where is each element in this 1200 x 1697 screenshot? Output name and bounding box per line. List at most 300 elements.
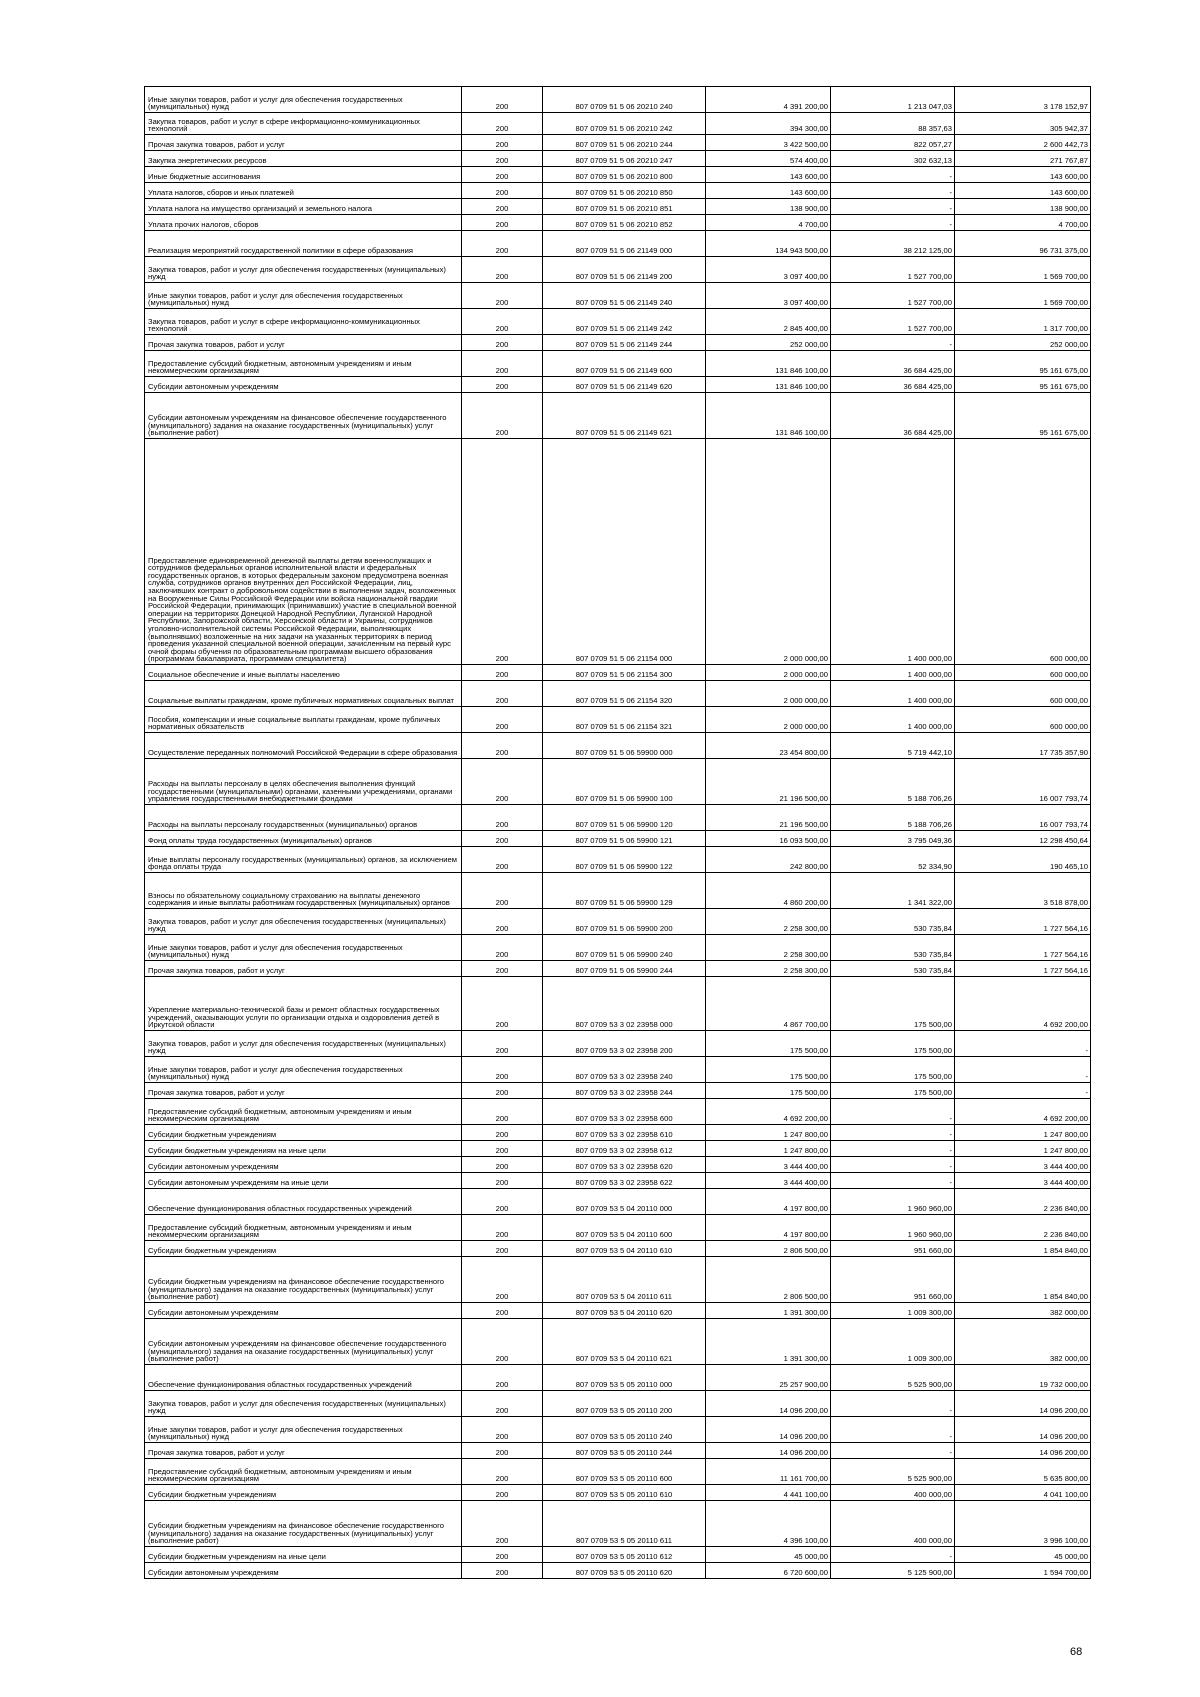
table-row [145,199,1091,215]
row-name: Субсидии бюджетным учреждениям на финансовое обеспечение государственного (муниципального) задания на оказание государственных (муниципальных) услуг (выполнение работ) [145,1257,462,1303]
row-plan: 4 441 100,00 [706,1485,831,1501]
table-row [145,805,1091,831]
row-kbk: 807 0709 53 5 05 20110 600 [543,1459,706,1485]
row-name: Уплата налогов, сборов и иных платежей [145,183,462,199]
row-exec: 1 341 322,00 [831,873,955,909]
row-name: Пособия, компенсации и иные социальные выплаты гражданам, кроме публичных нормативных обязательств [145,707,462,733]
row-kbk: 807 0709 53 5 05 20110 612 [543,1547,706,1563]
table-row [145,1173,1091,1189]
table-row [145,1125,1091,1141]
table-row [145,231,1091,257]
row-kbk: 807 0709 51 5 06 21154 000 [543,439,706,665]
row-code: 200 [462,1157,543,1173]
row-name: Обеспечение функционирования областных государственных учреждений [145,1189,462,1215]
row-code: 200 [462,873,543,909]
row-code: 200 [462,1173,543,1189]
row-rest: 2 236 840,00 [955,1189,1091,1215]
row-kbk: 807 0709 51 5 06 20210 800 [543,167,706,183]
row-kbk: 807 0709 53 5 05 20110 620 [543,1563,706,1579]
row-name: Предоставление субсидий бюджетным, автономным учреждениям и иным некоммерческим организациям [145,351,462,377]
table-row [145,665,1091,681]
row-rest: 14 096 200,00 [955,1391,1091,1417]
table-row [145,1563,1091,1579]
row-exec: 1 400 000,00 [831,681,955,707]
row-plan: 2 000 000,00 [706,439,831,665]
table-row [145,1303,1091,1319]
table-row [145,257,1091,283]
table-row [145,309,1091,335]
row-code: 200 [462,283,543,309]
row-plan: 2 845 400,00 [706,309,831,335]
row-name: Уплата налога на имущество организаций и земельного налога [145,199,462,215]
row-exec: 52 334,90 [831,847,955,873]
row-plan: 1 391 300,00 [706,1303,831,1319]
row-plan: 23 454 800,00 [706,733,831,759]
row-exec: - [831,1157,955,1173]
row-exec: 5 719 442,10 [831,733,955,759]
table-row [145,681,1091,707]
row-code: 200 [462,167,543,183]
row-kbk: 807 0709 51 5 06 21149 620 [543,377,706,393]
row-code: 200 [462,1319,543,1365]
row-exec: 175 500,00 [831,1057,955,1083]
table-row [145,393,1091,439]
row-rest: 382 000,00 [955,1319,1091,1365]
row-name: Иные закупки товаров, работ и услуг для обеспечения государственных (муниципальных) нужд [145,87,462,113]
row-kbk: 807 0709 53 3 02 23958 244 [543,1083,706,1099]
row-kbk: 807 0709 53 3 02 23958 600 [543,1099,706,1125]
row-code: 200 [462,199,543,215]
row-name: Обеспечение функционирования областных государственных учреждений [145,1365,462,1391]
row-rest: 3 444 400,00 [955,1173,1091,1189]
row-plan: 2 258 300,00 [706,961,831,977]
row-plan: 131 846 100,00 [706,351,831,377]
row-name: Закупка товаров, работ и услуг для обеспечения государственных (муниципальных) нужд [145,909,462,935]
row-rest: 252 000,00 [955,335,1091,351]
row-plan: 1 391 300,00 [706,1319,831,1365]
row-rest: 4 700,00 [955,215,1091,231]
table-row [145,283,1091,309]
row-code: 200 [462,1125,543,1141]
row-exec: 5 188 706,26 [831,805,955,831]
row-name: Субсидии бюджетным учреждениям на иные цели [145,1141,462,1157]
row-plan: 2 806 500,00 [706,1257,831,1303]
row-name: Иные закупки товаров, работ и услуг для обеспечения государственных (муниципальных) нужд [145,935,462,961]
row-kbk: 807 0709 51 5 06 21154 320 [543,681,706,707]
row-exec: 951 660,00 [831,1257,955,1303]
table-row [145,873,1091,909]
table-row [145,733,1091,759]
table-row [145,1141,1091,1157]
row-code: 200 [462,257,543,283]
row-plan: 138 900,00 [706,199,831,215]
row-name: Предоставление единовременной денежной выплаты детям военнослужащих и сотрудников федеральных органов исполнительной власти и федеральных государственных органов, в которых федеральным законом предусмотрена военная служба, сотрудников органов внутренних дел Российской Федерации, лиц, заключивших контракт о добровольном содействии в выполнении задач, возложенных на Вооруженные Силы Российской Федерации или войска национальной гвардии Российской Федерации, принимающих (принимавших) участие в специальной военной операции на территориях Донецкой Народной Республики, Луганской Народной Республики, Запорожской области, Херсонской области и Украины, сотрудников уголовно-исполнительной системы Российской Федерации, выполняющих (выполнявших) возложенные на них задачи на указанных территориях в период проведения указанной специальной военной операции, зачисленным на первый курс очной формы обучения по образовательным программам высшего образования (программам бакалавриата, программам специалитета) [145,439,462,665]
row-plan: 3 444 400,00 [706,1157,831,1173]
row-exec: 822 057,27 [831,135,955,151]
row-code: 200 [462,759,543,805]
row-exec: 530 735,84 [831,909,955,935]
row-plan: 175 500,00 [706,1031,831,1057]
row-plan: 2 258 300,00 [706,909,831,935]
table-row [145,439,1091,665]
row-code: 200 [462,231,543,257]
row-code: 200 [462,707,543,733]
row-code: 200 [462,1391,543,1417]
row-rest: 14 096 200,00 [955,1443,1091,1459]
table-row [145,1443,1091,1459]
row-rest: 1 569 700,00 [955,257,1091,283]
row-exec: - [831,1443,955,1459]
table-row [145,847,1091,873]
table-row [145,1057,1091,1083]
table-row [145,1215,1091,1241]
table-row [145,909,1091,935]
row-name: Закупка товаров, работ и услуг для обеспечения государственных (муниципальных) нужд [145,257,462,283]
row-rest: 19 732 000,00 [955,1365,1091,1391]
row-rest: 1 247 800,00 [955,1125,1091,1141]
row-exec: 36 684 425,00 [831,377,955,393]
table-row [145,377,1091,393]
row-exec: 1 400 000,00 [831,707,955,733]
row-plan: 3 097 400,00 [706,283,831,309]
row-rest: 95 161 675,00 [955,393,1091,439]
row-kbk: 807 0709 53 5 05 20110 611 [543,1501,706,1547]
row-kbk: 807 0709 53 5 05 20110 244 [543,1443,706,1459]
row-rest: 95 161 675,00 [955,377,1091,393]
row-plan: 21 196 500,00 [706,759,831,805]
row-exec: - [831,1547,955,1563]
row-exec: 400 000,00 [831,1501,955,1547]
row-kbk: 807 0709 51 5 06 21149 240 [543,283,706,309]
row-code: 200 [462,681,543,707]
row-name: Расходы на выплаты персоналу государственных (муниципальных) органов [145,805,462,831]
row-kbk: 807 0709 53 5 04 20110 620 [543,1303,706,1319]
row-kbk: 807 0709 53 3 02 23958 000 [543,977,706,1031]
row-rest: 5 635 800,00 [955,1459,1091,1485]
row-code: 200 [462,1417,543,1443]
row-kbk: 807 0709 51 5 06 21149 621 [543,393,706,439]
row-name: Субсидии бюджетным учреждениям [145,1125,462,1141]
row-plan: 11 161 700,00 [706,1459,831,1485]
row-kbk: 807 0709 53 5 04 20110 000 [543,1189,706,1215]
budget-table-body [145,87,1091,1579]
row-rest: 3 178 152,97 [955,87,1091,113]
row-kbk: 807 0709 51 5 06 59900 121 [543,831,706,847]
row-kbk: 807 0709 51 5 06 20210 247 [543,151,706,167]
row-plan: 252 000,00 [706,335,831,351]
row-name: Субсидии бюджетным учреждениям на иные цели [145,1547,462,1563]
row-plan: 131 846 100,00 [706,393,831,439]
row-rest: 1 727 564,16 [955,961,1091,977]
row-plan: 4 860 200,00 [706,873,831,909]
row-plan: 143 600,00 [706,167,831,183]
row-exec: - [831,1173,955,1189]
table-row [145,215,1091,231]
row-code: 200 [462,377,543,393]
page-number: 68 [1070,1646,1083,1658]
table-row [145,707,1091,733]
row-code: 200 [462,309,543,335]
row-name: Субсидии автономным учреждениям на финансовое обеспечение государственного (муниципального) задания на оказание государственных (муниципальных) услуг (выполнение работ) [145,1319,462,1365]
row-exec: 38 212 125,00 [831,231,955,257]
row-plan: 131 846 100,00 [706,377,831,393]
row-exec: 1 960 960,00 [831,1189,955,1215]
row-code: 200 [462,1365,543,1391]
row-code: 200 [462,1443,543,1459]
row-code: 200 [462,847,543,873]
row-name: Закупка товаров, работ и услуг для обеспечения государственных (муниципальных) нужд [145,1031,462,1057]
row-plan: 4 396 100,00 [706,1501,831,1547]
row-plan: 21 196 500,00 [706,805,831,831]
table-row [145,1189,1091,1215]
row-exec: - [831,199,955,215]
row-code: 200 [462,1083,543,1099]
row-kbk: 807 0709 53 5 04 20110 600 [543,1215,706,1241]
table-row [145,1031,1091,1057]
row-plan: 2 000 000,00 [706,665,831,681]
row-rest: 3 518 878,00 [955,873,1091,909]
row-name: Субсидии бюджетным учреждениям [145,1241,462,1257]
row-code: 200 [462,87,543,113]
row-plan: 3 422 500,00 [706,135,831,151]
row-code: 200 [462,1141,543,1157]
row-code: 200 [462,1057,543,1083]
row-name: Прочая закупка товаров, работ и услуг [145,1083,462,1099]
row-exec: - [831,1417,955,1443]
row-rest: 305 942,37 [955,113,1091,135]
row-name: Взносы по обязательному социальному страхованию на выплаты денежного содержания и иные выплаты работникам государственных (муниципальных) органов [145,873,462,909]
row-name: Предоставление субсидий бюджетным, автономным учреждениям и иным некоммерческим организациям [145,1459,462,1485]
row-rest: 1 854 840,00 [955,1257,1091,1303]
row-rest: 1 854 840,00 [955,1241,1091,1257]
row-kbk: 807 0709 51 5 06 59900 000 [543,733,706,759]
row-plan: 3 097 400,00 [706,257,831,283]
row-kbk: 807 0709 51 5 06 59900 200 [543,909,706,935]
row-kbk: 807 0709 51 5 06 20210 850 [543,183,706,199]
row-rest: 4 692 200,00 [955,977,1091,1031]
table-row [145,113,1091,135]
row-exec: 1 527 700,00 [831,283,955,309]
row-kbk: 807 0709 53 5 05 20110 610 [543,1485,706,1501]
row-kbk: 807 0709 51 5 06 59900 244 [543,961,706,977]
row-code: 200 [462,1241,543,1257]
row-rest: 271 767,87 [955,151,1091,167]
row-code: 200 [462,1485,543,1501]
table-row [145,351,1091,377]
row-exec: - [831,215,955,231]
row-exec: 530 735,84 [831,961,955,977]
table-row [145,1257,1091,1303]
row-exec: 1 527 700,00 [831,257,955,283]
row-kbk: 807 0709 51 5 06 21149 244 [543,335,706,351]
row-code: 200 [462,1459,543,1485]
row-code: 200 [462,733,543,759]
row-exec: - [831,183,955,199]
row-code: 200 [462,1303,543,1319]
table-row [145,151,1091,167]
row-kbk: 807 0709 51 5 06 59900 100 [543,759,706,805]
row-name: Субсидии автономным учреждениям [145,377,462,393]
row-exec: - [831,1099,955,1125]
row-rest: 1 594 700,00 [955,1563,1091,1579]
row-exec: 5 525 900,00 [831,1459,955,1485]
row-plan: 16 093 500,00 [706,831,831,847]
table-row [145,977,1091,1031]
row-name: Осуществление переданных полномочий Российской Федерации в сфере образования [145,733,462,759]
row-name: Социальное обеспечение и иные выплаты населению [145,665,462,681]
row-name: Иные закупки товаров, работ и услуг для обеспечения государственных (муниципальных) нужд [145,1417,462,1443]
table-row [145,759,1091,805]
row-rest: 138 900,00 [955,199,1091,215]
row-kbk: 807 0709 51 5 06 20210 852 [543,215,706,231]
row-name: Субсидии бюджетным учреждениям [145,1485,462,1501]
row-kbk: 807 0709 53 5 04 20110 621 [543,1319,706,1365]
table-row [145,1319,1091,1365]
row-plan: 3 444 400,00 [706,1173,831,1189]
row-rest: - [955,1057,1091,1083]
row-code: 200 [462,113,543,135]
row-kbk: 807 0709 51 5 06 59900 120 [543,805,706,831]
row-exec: - [831,1391,955,1417]
row-code: 200 [462,1501,543,1547]
row-name: Предоставление субсидий бюджетным, автономным учреждениям и иным некоммерческим организациям [145,1215,462,1241]
row-rest: 143 600,00 [955,183,1091,199]
row-rest: 600 000,00 [955,707,1091,733]
row-plan: 574 400,00 [706,151,831,167]
row-plan: 2 806 500,00 [706,1241,831,1257]
row-exec: 36 684 425,00 [831,351,955,377]
row-kbk: 807 0709 51 5 06 20210 244 [543,135,706,151]
row-code: 200 [462,1031,543,1057]
row-kbk: 807 0709 51 5 06 21149 600 [543,351,706,377]
row-rest: 1 569 700,00 [955,283,1091,309]
row-name: Прочая закупка товаров, работ и услуг [145,135,462,151]
row-exec: 175 500,00 [831,1083,955,1099]
table-row [145,1501,1091,1547]
row-rest: 17 735 357,90 [955,733,1091,759]
row-kbk: 807 0709 53 5 04 20110 611 [543,1257,706,1303]
row-kbk: 807 0709 51 5 06 20210 851 [543,199,706,215]
row-exec: - [831,167,955,183]
row-kbk: 807 0709 51 5 06 21154 300 [543,665,706,681]
row-code: 200 [462,439,543,665]
row-kbk: 807 0709 51 5 06 21149 200 [543,257,706,283]
row-code: 200 [462,393,543,439]
row-exec: - [831,1141,955,1157]
row-plan: 175 500,00 [706,1057,831,1083]
row-name: Закупка товаров, работ и услуг для обеспечения государственных (муниципальных) нужд [145,1391,462,1417]
row-plan: 4 692 200,00 [706,1099,831,1125]
row-kbk: 807 0709 51 5 06 59900 240 [543,935,706,961]
budget-table [144,86,1091,1579]
row-exec: 951 660,00 [831,1241,955,1257]
row-plan: 14 096 200,00 [706,1417,831,1443]
row-exec: 1 009 300,00 [831,1303,955,1319]
row-kbk: 807 0709 51 5 06 59900 129 [543,873,706,909]
row-plan: 4 197 800,00 [706,1215,831,1241]
row-rest: 45 000,00 [955,1547,1091,1563]
table-row [145,167,1091,183]
table-row [145,1241,1091,1257]
row-rest: 3 444 400,00 [955,1157,1091,1173]
row-rest: 382 000,00 [955,1303,1091,1319]
row-name: Расходы на выплаты персоналу в целях обеспечения выполнения функций государственными (муниципальными) органами, казенными учреждениями, органами управления государственными внебюджетными фондами [145,759,462,805]
row-name: Иные бюджетные ассигнования [145,167,462,183]
row-exec: 1 527 700,00 [831,309,955,335]
row-kbk: 807 0709 53 5 05 20110 000 [543,1365,706,1391]
row-name: Прочая закупка товаров, работ и услуг [145,335,462,351]
row-exec: 5 525 900,00 [831,1365,955,1391]
table-row [145,1365,1091,1391]
row-rest: 1 317 700,00 [955,309,1091,335]
table-row [145,1099,1091,1125]
row-code: 200 [462,935,543,961]
row-exec: 3 795 049,36 [831,831,955,847]
row-exec: 1 213 047,03 [831,87,955,113]
row-plan: 14 096 200,00 [706,1391,831,1417]
row-kbk: 807 0709 51 5 06 21149 000 [543,231,706,257]
row-name: Субсидии автономным учреждениям [145,1303,462,1319]
row-exec: 88 357,63 [831,113,955,135]
row-plan: 242 800,00 [706,847,831,873]
row-code: 200 [462,1189,543,1215]
row-exec: 5 125 900,00 [831,1563,955,1579]
table-row [145,831,1091,847]
row-kbk: 807 0709 51 5 06 59900 122 [543,847,706,873]
row-plan: 4 391 200,00 [706,87,831,113]
row-rest: 16 007 793,74 [955,759,1091,805]
row-kbk: 807 0709 53 3 02 23958 622 [543,1173,706,1189]
row-kbk: 807 0709 53 5 05 20110 240 [543,1417,706,1443]
row-name: Иные закупки товаров, работ и услуг для обеспечения государственных (муниципальных) нужд [145,283,462,309]
table-row [145,335,1091,351]
row-plan: 2 000 000,00 [706,681,831,707]
row-plan: 143 600,00 [706,183,831,199]
row-name: Фонд оплаты труда государственных (муниципальных) органов [145,831,462,847]
row-exec: 1 400 000,00 [831,665,955,681]
row-exec: 175 500,00 [831,1031,955,1057]
row-code: 200 [462,335,543,351]
row-plan: 2 258 300,00 [706,935,831,961]
row-rest: 600 000,00 [955,681,1091,707]
table-row [145,183,1091,199]
row-exec: 1 960 960,00 [831,1215,955,1241]
row-kbk: 807 0709 51 5 06 21154 321 [543,707,706,733]
row-rest: 12 298 450,64 [955,831,1091,847]
row-exec: 175 500,00 [831,977,955,1031]
row-code: 200 [462,665,543,681]
row-rest: 1 727 564,16 [955,935,1091,961]
row-plan: 25 257 900,00 [706,1365,831,1391]
row-code: 200 [462,1215,543,1241]
row-kbk: 807 0709 51 5 06 20210 240 [543,87,706,113]
row-code: 200 [462,183,543,199]
table-row [145,135,1091,151]
row-rest: 96 731 375,00 [955,231,1091,257]
row-exec: 302 632,13 [831,151,955,167]
row-code: 200 [462,351,543,377]
row-rest: 190 465,10 [955,847,1091,873]
row-code: 200 [462,1563,543,1579]
row-name: Предоставление субсидий бюджетным, автономным учреждениям и иным некоммерческим организациям [145,1099,462,1125]
row-exec: 5 188 706,26 [831,759,955,805]
row-name: Субсидии автономным учреждениям на иные цели [145,1173,462,1189]
row-plan: 1 247 800,00 [706,1125,831,1141]
row-plan: 4 867 700,00 [706,977,831,1031]
row-plan: 6 720 600,00 [706,1563,831,1579]
row-name: Уплата прочих налогов, сборов [145,215,462,231]
row-name: Иные выплаты персоналу государственных (муниципальных) органов, за исключением фонда оплаты труда [145,847,462,873]
